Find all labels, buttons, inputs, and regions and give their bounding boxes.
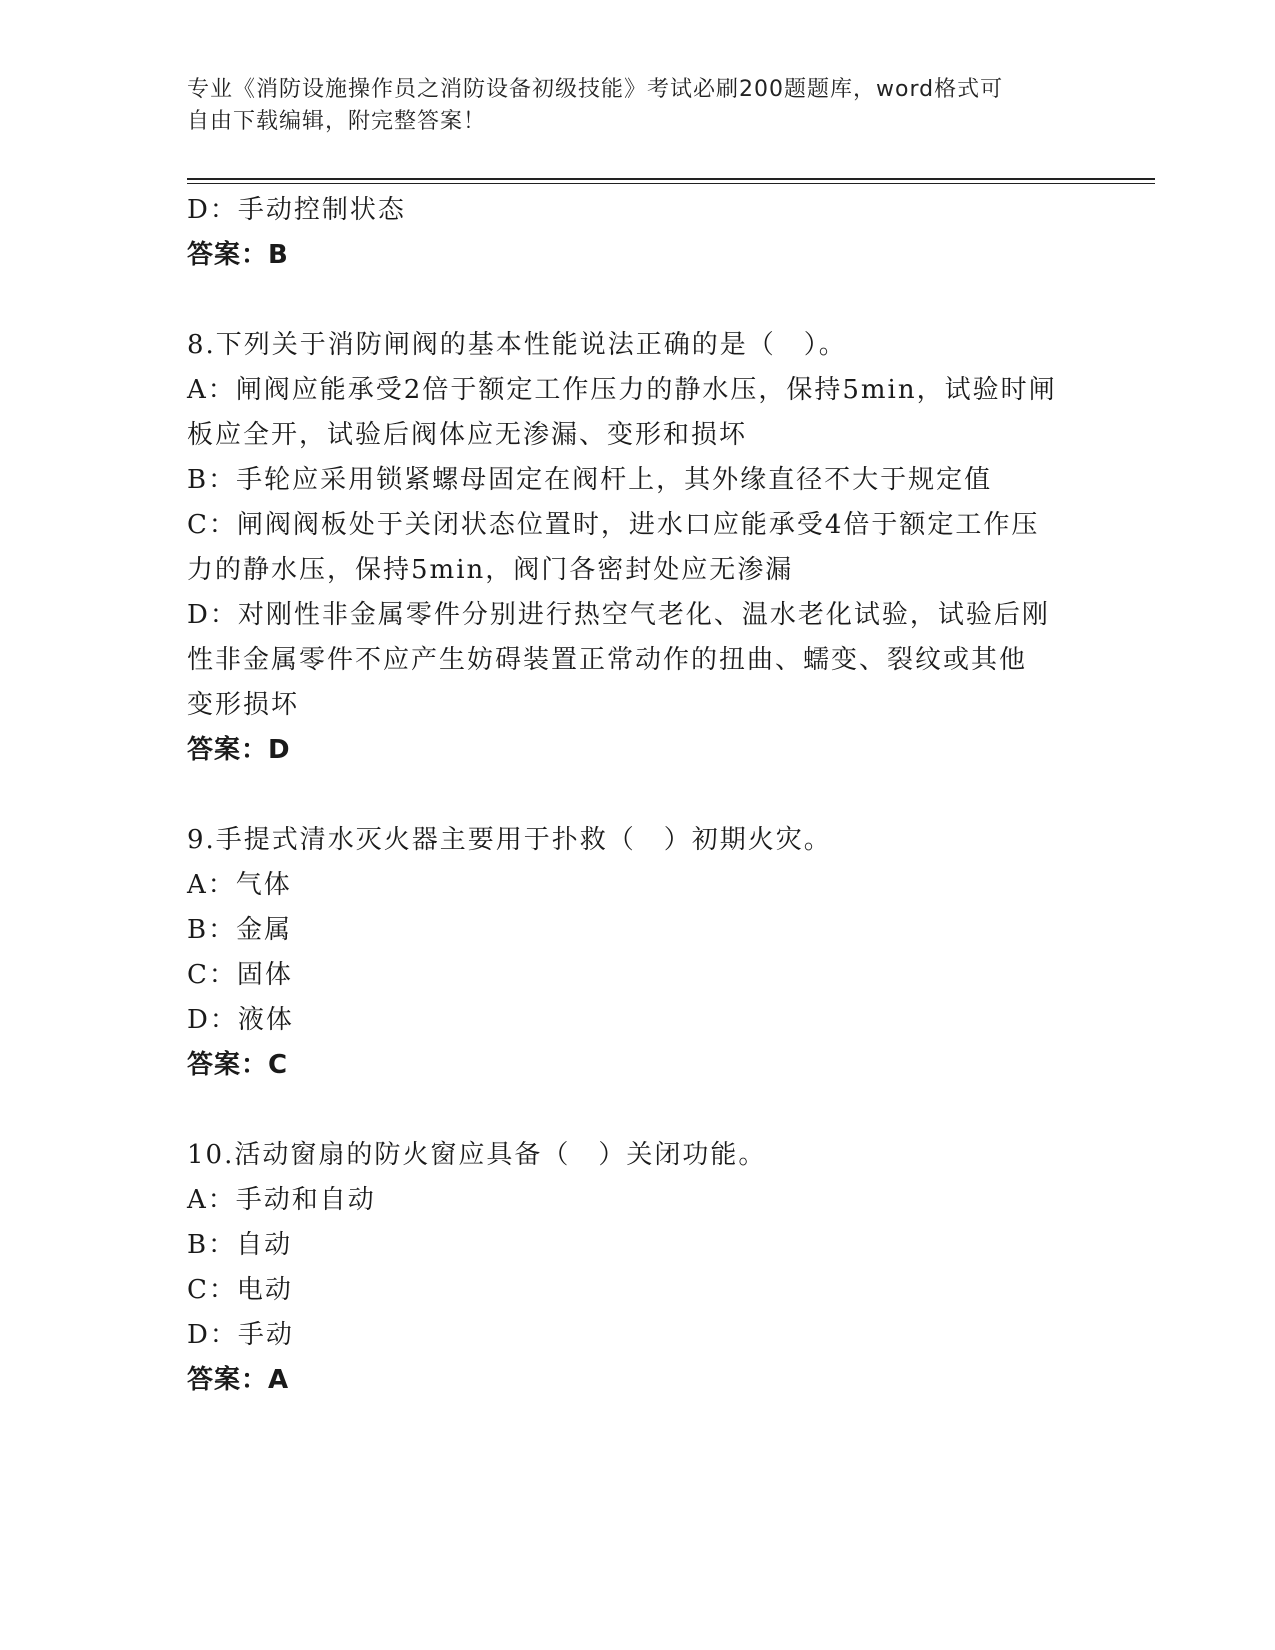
header-line-1: 专业《消防设施操作员之消防设备初级技能》考试必刷200题题库，word格式可 — [187, 77, 1004, 102]
option-c: C：电动 — [187, 1275, 293, 1305]
option-d: D：对刚性非金属零件分别进行热空气老化、温水老化试验，试验后刚 — [187, 600, 1050, 630]
question-8 — [187, 323, 1087, 773]
option-a: A：气体 — [187, 870, 292, 900]
question-stem: 8.下列关于消防闸阀的基本性能说法正确的是（ ）。 — [187, 330, 847, 360]
option-c-cont: 力的静水压，保持5min，阀门各密封处应无渗漏 — [187, 555, 794, 585]
option-c: C：固体 — [187, 960, 293, 990]
spacer — [187, 278, 1087, 323]
option-d: D：液体 — [187, 1005, 294, 1035]
spacer — [187, 773, 1087, 818]
answer: 答案：A — [187, 1365, 290, 1395]
header-rule-thick — [187, 178, 1155, 180]
question-stem: 10.活动窗扇的防火窗应具备（ ）关闭功能。 — [187, 1140, 767, 1170]
option-b: B：金属 — [187, 915, 293, 945]
header-line-2: 自由下载编辑，附完整答案！ — [187, 109, 487, 134]
option-d-cont: 性非金属零件不应产生妨碍装置正常动作的扭曲、蠕变、裂纹或其他 — [187, 645, 1028, 675]
prev-option-d: D：手动控制状态 — [187, 195, 406, 225]
document-header — [187, 74, 1067, 138]
question-stem: 9.手提式清水灭火器主要用于扑救（ ）初期火灾。 — [187, 825, 832, 855]
option-c: C：闸阀阀板处于关闭状态位置时，进水口应能承受4倍于额定工作压 — [187, 510, 1040, 540]
answer: 答案：C — [187, 1050, 289, 1080]
answer: 答案：D — [187, 735, 291, 765]
option-a-cont: 板应全开，试验后阀体应无渗漏、变形和损坏 — [187, 420, 748, 450]
prev-answer: 答案：B — [187, 240, 289, 270]
question-9 — [187, 818, 1087, 1088]
option-d: D：手动 — [187, 1320, 294, 1350]
question-10 — [187, 1133, 1087, 1403]
header-rule-thin — [187, 183, 1155, 184]
question-list — [187, 188, 1087, 1403]
option-d-cont-2: 变形损坏 — [187, 690, 300, 720]
option-b: B：手轮应采用锁紧螺母固定在阀杆上，其外缘直径不大于规定值 — [187, 465, 993, 495]
spacer — [187, 1088, 1087, 1133]
option-b: B：自动 — [187, 1230, 293, 1260]
option-a: A：手动和自动 — [187, 1185, 376, 1215]
option-a: A：闸阀应能承受2倍于额定工作压力的静水压，保持5min，试验时闸 — [187, 375, 1057, 405]
